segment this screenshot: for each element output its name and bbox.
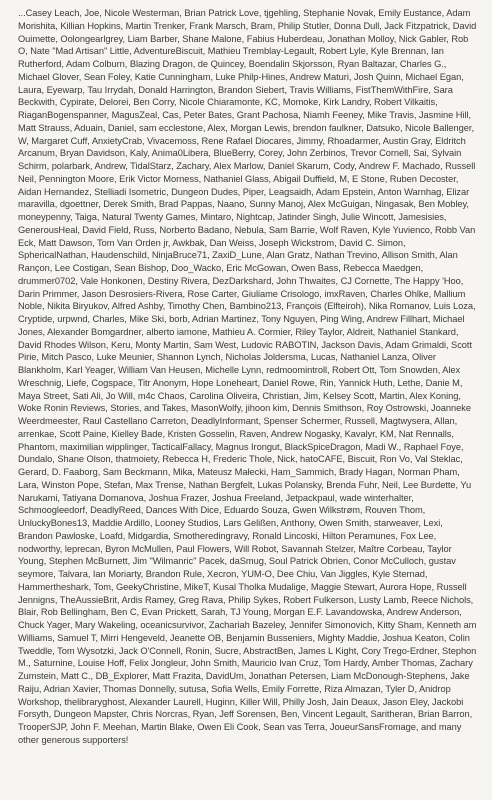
backer-credits-text: ...Casey Leach, Joe, Nicole Westerman, Brian Patrick Love, tjgehling, Stephanie Novak, Emily Eustance, Adam Morishita, Killian Hopkins, Martin Trenker, Frank Marsch, Bram, Philip Stutler, Donna Dull, Jack Fitzpatrick, David Ouimette, Oolongearlgrey, Liam Barber, Shane Malone, Fabius Huberdeau, Jonathan Molloy, Nick Gabler, Rob O, Nate "Mad Artisan" Little, AdventureBiscuit, Mathieu Tremblay-Legault, Robert Lyle, Kyle Brennan, Ian Rutherford, Adam Colburn, Blazing Dragon, de Quincey, Boendalin Skjorsson, Ryan Baltazar, Charles G., Michael Glover, Sean Foley, Katie Cunningham, Luke Philp-Hines, Andrew Maturi, Josh Quinn, Michael Egan, Laura, Eyewarp, Tau Irrydah, Donald Harrington, Brandon Siebert, Travis Williams, FistThemWithFire, Sara Beckwith, Cypirate, Delorei, Ben Corry, Nicole Chiaramonte, KC, Momoke, Kirk Landry, Robert Vilkaitis, RiaganBogenspanner, MagusZeal, Cas, Peter Bates, Grant Pachosa, Niamh Feeney, Mike Travis, Jasmine Hill, Matt Strauss, Aduain, Daniel, sam ecclestone, Alex, Morgan Lewis, brendon faulkner, Datsuko, Nicole Ballenger, W, Margaret Cuff, AnxietyCrab, Vivacemoss, Rene Rafael Diocares, Jimmy, Rhoadarmer, Austin Gray, Eldritch Arcanum, Bryan Davidson, Kaly, Anima0Libera, BlueBerry, Corey, John Zerbinos, Trevor Cornell, Sai, Sylvain Schirm, polarbark, Andrew, TidalStarz, Zachary, Alex Marlow, Daniel Skarum, Cody, Andrew F. Machado, Russell Neil, Pennington Moore, Erik Victor Morness, Nathaniel Glass, Abigail Duffield, M, E Stone, Ruben Decoster, Aidan Hernandez, Stelliadi Isometric, Dungeon Dudes, Piper, Leagsaidh, Adam Epstein, Anton Warnhag, Elizar maravilla, dgoettner, Derek Smith, Brad Pappas, Naano, Sunny Manoj, Alex McGuigan, Ningasak, Ben Mobley, moneypenny, Taiga, Natural Twenty Games, Mintaro, Nightcap, Jatinder Singh, Julie Wincott, Jamesisies, GenerousHeal, David Field, Russ, Norberto Badano, Nebula, Sam Barrie, Wolf Raven, Kyle Yuvienco, Robb Van Eck, Matt Dawson, Tom Van Orden jr, Awkbak, Dan Weiss, Joseph Wickstrom, David C. Simon, SphericalNathan, Haudenschild, NinjaBruce71, ZaxiD_Lune, Alan Gratz, Nathan Trevino, Allison Smith, Alan Rançon, Lee Costigan, Sean Bishop, Doo_Wacko, Eric McGowan, Owen Bass, Rebecca Maedgen, drummer0702, Vale Honkonen, Destiny Rivera, DezDarkshard, John Thwaites, CJ Cornette, The Happy 'Hoo, Darin Primmer, Jason Desrosiers-Rivera, Rose Carter, Giuliame Crisologo, imxRaven, Charles Ohlke, Mallium Noble, Nikita Biryukov, Alfred Ashby, Timothy Chen, Bambino213, François (Elfteiroh), Nika Romanov, Luis Loza, Cryptide, urpwnd, Charles, Mike Ski, borb, Adrian Martinez, Tony Nguyen, Ping Wing, Andrew Fillhart, Michael Jones, Alexander Bomgardner, alberto iamone, Mathieu A. Cormier, Riley Taylor, Aldreit, Nathaniel Stankard, David Rhodes Wilson, Keru, Monty Martin, Sam West, Ludovic RABOTIN, Jackson Davis, Adam Grimaldi, Scott Pirie, Mitch Pasco, Luke Meunier, Shannon Lynch, Nicholas Joldersma, Lucas, Nathaniel Lanza, Oliver Blankholm, Karl Yeager, William Van Heusen, Michelle Lynn, redmoomintroll, Robert Ott, Tom Snowden, Alex Wreschnig, Liefe, Cogspace, Titr Anonym, Hope Loneheart, Daniel Rowe, Rin, Yannick Huth, Lethe, Danie M, Maya Street, Sati Ali, Jo Will, m4c Chaos, Carolina Oliveira, Christian, Jim, Kelsey Scott, Martin, Alex Koning, Woke Ronin Reviews, Stories, and Takes, MasonWolfy, jihoon kim, Dennis Smithson, Roy Ostrowski, Joanneke Weerdmeester, Raul Castellano Carreton, DeadlyInformant, Spenser Schermer, Russell, Magtwysera, Allan, arrenkae, Scott Paine, Kielley Bade, Kristen Gosselin, Raven, Andrew Nogasky, Kavalyr, KM, Nat Rennalls, Phantom, maximilian wipplinger, TacticalFallacy, Magnus Irongut, BlackSpiceDragon, Madi W., Raphael Foye, Dundalo, Shane Olson, thatmoiety, Rebecca H, Frederic Thole, Nick, hatoCAFE, Biscuit, Ron Vo, Val Steklac, Gerard, D. Faaborg, Sam Beckmann, Mika, Mateusz Małecki, Ham_Sammich, Brady Hagan, Norman Pham, Lara, Winston Pope, Stefan, Max Trense, Nathan Bergfelt, Lukas Polansky, Brenda Fuhr, Neil, Lee Burdette, Yu Narukami, Tatiyana Domanova, Joshua Frazer, Joshua Freeland, Jetpackpaul, wade winterhalter, Schmoogleedorf, DeadlyReed, Dances With Dice, Eduardo Souza, Gwen Wilkstrøm, Rouven Thom, UnluckyBones13, Maddie Ardillo, Looney Studios, Lars Gelißen, Anthony, Owen Smith, starweaver, Lexi, Brandon Pawloske, Loafd, Midgardia, Smotheredingravy, Ronald Lincoski, Hilton Peramunes, Fox Lee, nodworthy, leprecan, Byron McMullen, Paul Flowers, Will Robot, Savannah Stelzer, Maître Corbeau, Taylor Young, Stephen McBurnett, Jim "Wilmanric" Pacek, daSmug, Soul Patrick Obrien, Conor McCulloch, gustav seymore, Talvara, Ian Moriarty, Brandon Rule, Xecron, YUM-O, Dee Chiu, Van Jiggles, Kyle Sternad, Hammertheshark, Tom, GeekyChristine, MikeT, Kusal Tholka Mudalige, Maggie Stewart, Aurora Hope, Russell Jennigns, TheAussieBrit, Ardis Ramey, Greg Rava, Philip Sykes, Robert Fulkerson, Lusty Lamb, Reece Nichols, Blair, Rob Bellingham, Ben C, Evan Prickett, Sarah, TJ Young, Morgan E.F. Lavandowska, Andrew Anderson, Chuck Yager, Mary Wakeling, oceanicsurvivor, Zachariah Bazeley, Jennifer Simonovich, Kitty Sham, Kenneth am Williams, Samuel T, Mirri Hengeveld, Jeanette OB, Benjamin Busseniers, Mighty Maddie, Joshua Keaton, Colin Tweddle, Tom Wysotzki, Jack O'Connell, Ronin, Sucre, AbstractBen, James L Kight, Cory Trego-Erdner, Stephon M., Saturnine, Louise Hoff, Felix Jongleur, John Smith, Mauricio Ivan Cruz, Tom Hardy, Amber Thomas, Zachary Zumstein, Matt C., DB_Explorer, Matt Frazita, DavidUm, Jonathan Petersen, Liam McDonough-Stephens, Jake Raiju, Adrian Xavier, Thomas Donnelly, sutusa, Sofia Wells, Emily Forrette, Riza Almazan, Tyler D, Anidrop Workshop, thelibraryghost, Alexander Laurell, Huginn, Killer Will, Philly Josh, Jain Deaux, Jason Eley, Jackobi Forsyth, Dungeon Mapster, Chris Norcras, Ryan, Jeff Sorensen, Ben, Vincent Legault, Saritheran, Brian Barron, TrooperSJP, John F. Meehan, Martin Blake, Owen Eli Cook, Sean vas Terra, JoueurSansFromage, and many other generous supporters!: [18, 8, 477, 745]
